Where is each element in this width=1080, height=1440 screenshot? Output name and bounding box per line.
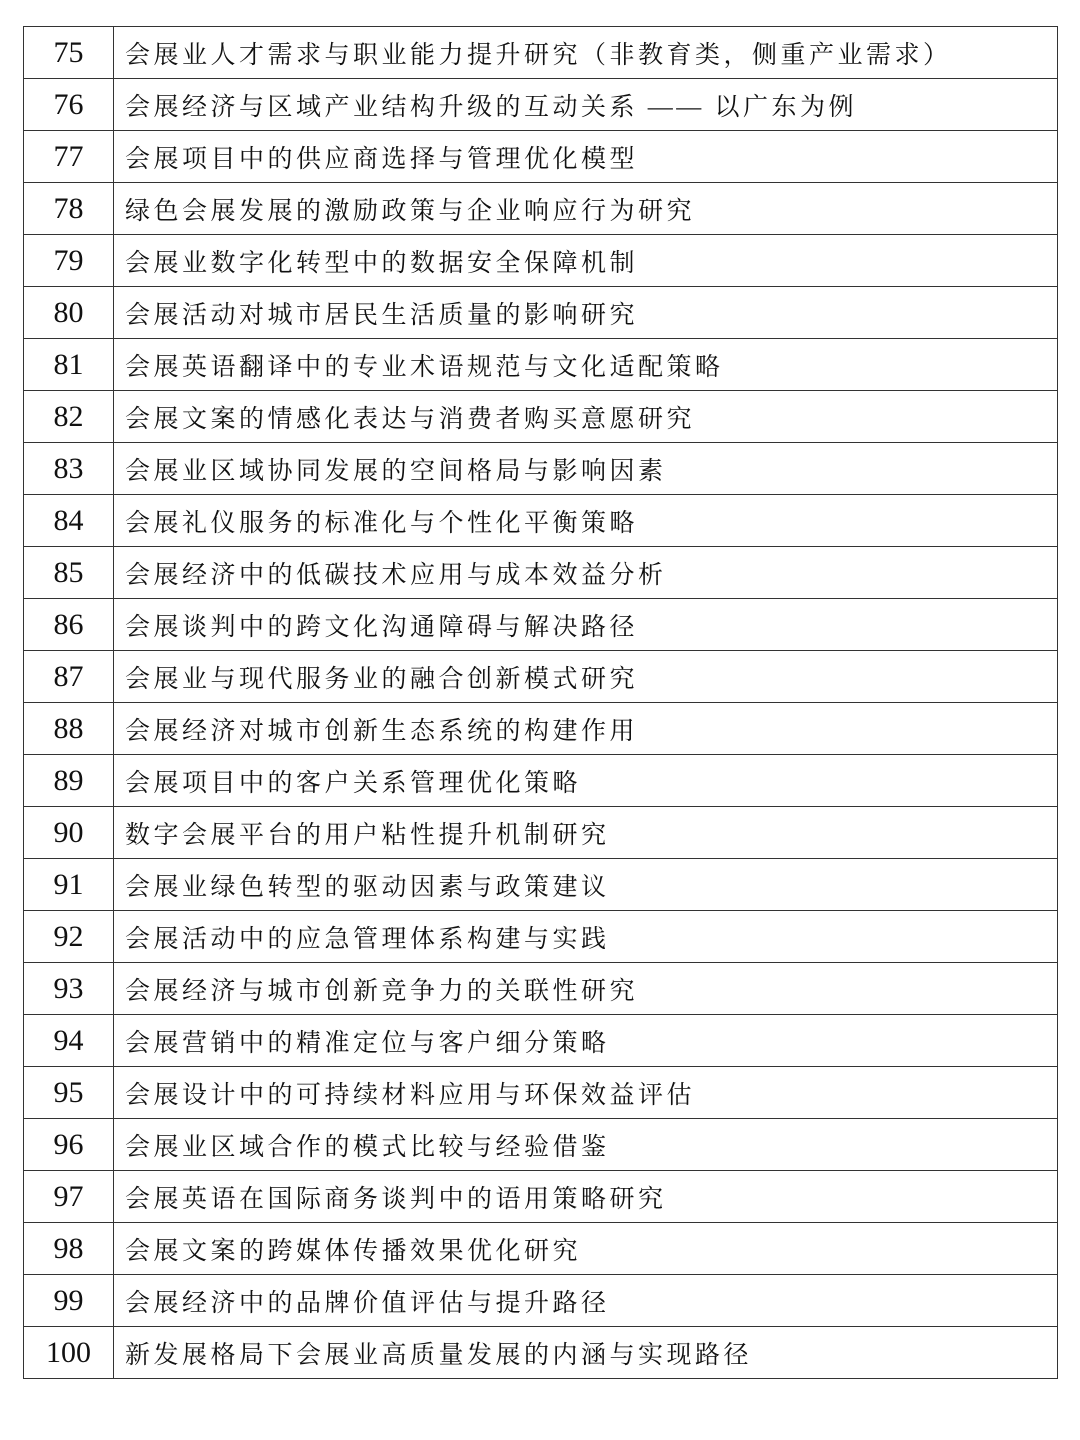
row-number: 81 <box>24 339 114 391</box>
table-row <box>24 1171 1058 1223</box>
table-row <box>24 911 1058 963</box>
table-row <box>24 1119 1058 1171</box>
row-topic: 会展业数字化转型中的数据安全保障机制 <box>114 235 1058 287</box>
row-topic: 会展谈判中的跨文化沟通障碍与解决路径 <box>114 599 1058 651</box>
row-topic: 会展业区域协同发展的空间格局与影响因素 <box>114 443 1058 495</box>
row-topic: 新发展格局下会展业高质量发展的内涵与实现路径 <box>114 1327 1058 1379</box>
table-row <box>24 183 1058 235</box>
row-topic: 会展设计中的可持续材料应用与环保效益评估 <box>114 1067 1058 1119</box>
row-number: 94 <box>24 1015 114 1067</box>
row-number: 95 <box>24 1067 114 1119</box>
table-row <box>24 703 1058 755</box>
row-number: 92 <box>24 911 114 963</box>
table-row <box>24 963 1058 1015</box>
row-number: 79 <box>24 235 114 287</box>
topics-table <box>23 26 1058 1379</box>
row-topic: 会展礼仪服务的标准化与个性化平衡策略 <box>114 495 1058 547</box>
row-topic: 会展文案的跨媒体传播效果优化研究 <box>114 1223 1058 1275</box>
row-topic: 会展业区域合作的模式比较与经验借鉴 <box>114 1119 1058 1171</box>
table-row <box>24 1275 1058 1327</box>
table-row <box>24 599 1058 651</box>
row-number: 84 <box>24 495 114 547</box>
row-topic: 会展经济与区域产业结构升级的互动关系 —— 以广东为例 <box>114 79 1058 131</box>
row-topic: 会展文案的情感化表达与消费者购买意愿研究 <box>114 391 1058 443</box>
table-row <box>24 859 1058 911</box>
table-row <box>24 339 1058 391</box>
table-row <box>24 1015 1058 1067</box>
row-topic: 会展营销中的精准定位与客户细分策略 <box>114 1015 1058 1067</box>
row-number: 97 <box>24 1171 114 1223</box>
row-number: 86 <box>24 599 114 651</box>
topics-table-body <box>24 27 1058 1379</box>
table-row <box>24 79 1058 131</box>
table-row <box>24 235 1058 287</box>
table-row <box>24 1223 1058 1275</box>
row-number: 88 <box>24 703 114 755</box>
row-number: 99 <box>24 1275 114 1327</box>
row-topic: 会展经济对城市创新生态系统的构建作用 <box>114 703 1058 755</box>
table-row <box>24 755 1058 807</box>
row-number: 98 <box>24 1223 114 1275</box>
row-topic: 会展项目中的供应商选择与管理优化模型 <box>114 131 1058 183</box>
table-row <box>24 391 1058 443</box>
table-row <box>24 651 1058 703</box>
row-number: 85 <box>24 547 114 599</box>
row-number: 89 <box>24 755 114 807</box>
table-row <box>24 547 1058 599</box>
row-number: 82 <box>24 391 114 443</box>
row-number: 83 <box>24 443 114 495</box>
row-topic: 会展业与现代服务业的融合创新模式研究 <box>114 651 1058 703</box>
row-topic: 绿色会展发展的激励政策与企业响应行为研究 <box>114 183 1058 235</box>
row-number: 90 <box>24 807 114 859</box>
row-number: 80 <box>24 287 114 339</box>
row-topic: 会展英语在国际商务谈判中的语用策略研究 <box>114 1171 1058 1223</box>
table-row <box>24 27 1058 79</box>
row-topic: 会展活动中的应急管理体系构建与实践 <box>114 911 1058 963</box>
row-number: 75 <box>24 27 114 79</box>
row-topic: 会展英语翻译中的专业术语规范与文化适配策略 <box>114 339 1058 391</box>
table-row <box>24 1067 1058 1119</box>
row-topic: 会展经济中的品牌价值评估与提升路径 <box>114 1275 1058 1327</box>
row-number: 100 <box>24 1327 114 1379</box>
row-topic: 会展经济中的低碳技术应用与成本效益分析 <box>114 547 1058 599</box>
row-number: 77 <box>24 131 114 183</box>
table-row <box>24 287 1058 339</box>
row-number: 76 <box>24 79 114 131</box>
table-row <box>24 807 1058 859</box>
row-number: 78 <box>24 183 114 235</box>
row-number: 93 <box>24 963 114 1015</box>
row-topic: 会展业绿色转型的驱动因素与政策建议 <box>114 859 1058 911</box>
table-row <box>24 443 1058 495</box>
row-topic: 会展活动对城市居民生活质量的影响研究 <box>114 287 1058 339</box>
row-topic: 会展业人才需求与职业能力提升研究（非教育类，侧重产业需求） <box>114 27 1058 79</box>
table-row <box>24 1327 1058 1379</box>
row-topic: 会展项目中的客户关系管理优化策略 <box>114 755 1058 807</box>
table-row <box>24 131 1058 183</box>
row-number: 96 <box>24 1119 114 1171</box>
row-topic: 会展经济与城市创新竞争力的关联性研究 <box>114 963 1058 1015</box>
row-number: 91 <box>24 859 114 911</box>
table-row <box>24 495 1058 547</box>
row-topic: 数字会展平台的用户粘性提升机制研究 <box>114 807 1058 859</box>
row-number: 87 <box>24 651 114 703</box>
